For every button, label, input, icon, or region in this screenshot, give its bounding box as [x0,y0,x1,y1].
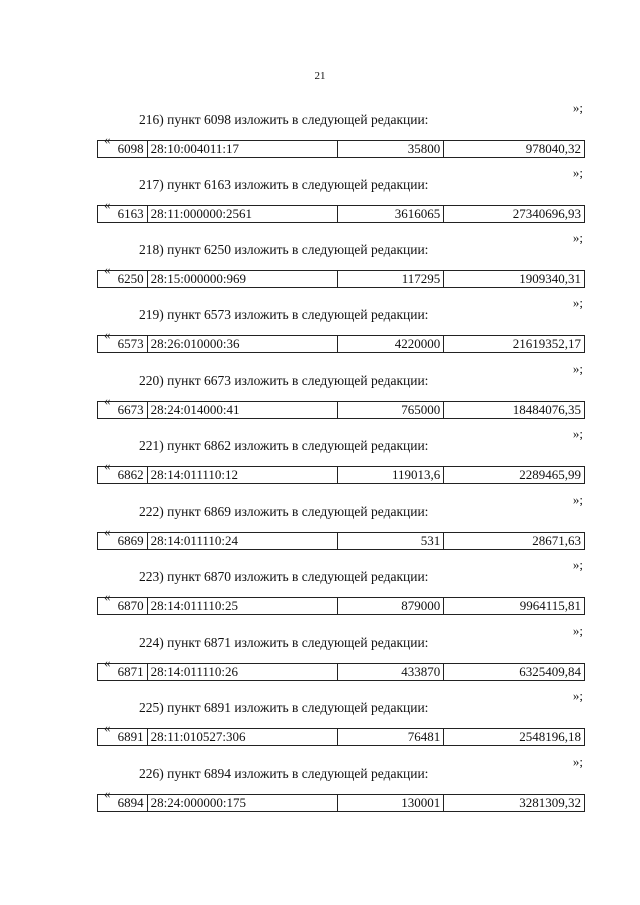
amendment-heading: 218) пункт 6250 изложить в следующей редакции: [139,242,429,257]
area-cell: 4220000 [337,336,443,353]
cadastral-number-cell: 28:15:000000:969 [147,271,337,288]
item-number-cell: 6862 [98,467,148,484]
closing-quote: »; [572,557,583,572]
amendment-block [0,557,640,634]
cadastral-number-cell: 28:24:014000:41 [147,402,337,419]
table-row [98,141,585,158]
opening-quote: « [104,786,111,801]
record-table [97,663,585,681]
cadastral-value-cell: 978040,32 [444,141,585,158]
cadastral-value-cell: 21619352,17 [444,336,585,353]
amendment-heading: 221) пункт 6862 изложить в следующей редакции: [139,438,429,453]
closing-quote: »; [572,165,583,180]
opening-quote: « [104,262,111,277]
amendment-block [0,688,640,765]
cadastral-number-cell: 28:14:011110:25 [147,598,337,615]
closing-quote: »; [572,754,583,769]
cadastral-number-cell: 28:14:011110:26 [147,664,337,681]
cadastral-value-cell: 1909340,31 [444,271,585,288]
area-cell: 433870 [337,664,443,681]
opening-quote: « [104,393,111,408]
amendment-heading: 224) пункт 6871 изложить в следующей редакции: [139,635,429,650]
opening-quote: « [104,589,111,604]
amendment-block [0,100,640,177]
item-number-cell: 6573 [98,336,148,353]
record-table [97,597,585,615]
record-table [97,794,585,812]
cadastral-number-cell: 28:11:010527:306 [147,729,337,746]
amendment-heading: 220) пункт 6673 изложить в следующей редакции: [139,373,429,388]
opening-quote: « [104,132,111,147]
item-number-cell: 6163 [98,206,148,223]
amendment-block [0,295,640,372]
item-number-cell: 6871 [98,664,148,681]
amendment-heading: 226) пункт 6894 изложить в следующей редакции: [139,766,429,781]
area-cell: 879000 [337,598,443,615]
cadastral-value-cell: 2548196,18 [444,729,585,746]
opening-quote: « [104,327,111,342]
amendment-block [0,165,640,242]
amendment-heading: 216) пункт 6098 изложить в следующей редакции: [139,112,429,127]
amendment-heading: 222) пункт 6869 изложить в следующей редакции: [139,504,429,519]
table-row [98,336,585,353]
amendment-block [0,492,640,569]
opening-quote: « [104,524,111,539]
table-row [98,467,585,484]
table-row [98,533,585,550]
amendment-heading: 219) пункт 6573 изложить в следующей редакции: [139,307,429,322]
closing-quote: »; [572,295,583,310]
closing-quote: »; [572,230,583,245]
amendment-block [0,754,640,831]
item-number-cell: 6869 [98,533,148,550]
cadastral-number-cell: 28:14:011110:12 [147,467,337,484]
item-number-cell: 6250 [98,271,148,288]
item-number-cell: 6673 [98,402,148,419]
opening-quote: « [104,197,111,212]
amendment-block [0,361,640,438]
table-row [98,729,585,746]
area-cell: 76481 [337,729,443,746]
amendment-block [0,623,640,700]
table-row [98,402,585,419]
record-table [97,466,585,484]
cadastral-number-cell: 28:10:004011:17 [147,141,337,158]
cadastral-number-cell: 28:26:010000:36 [147,336,337,353]
table-row [98,598,585,615]
record-table [97,270,585,288]
record-table [97,532,585,550]
area-cell: 531 [337,533,443,550]
cadastral-value-cell: 6325409,84 [444,664,585,681]
cadastral-number-cell: 28:14:011110:24 [147,533,337,550]
opening-quote: « [104,655,111,670]
amendment-heading: 223) пункт 6870 изложить в следующей редакции: [139,569,429,584]
table-row [98,206,585,223]
cadastral-value-cell: 18484076,35 [444,402,585,419]
closing-quote: »; [572,361,583,376]
item-number-cell: 6891 [98,729,148,746]
closing-quote: »; [572,623,583,638]
area-cell: 117295 [337,271,443,288]
record-table [97,140,585,158]
table-row [98,271,585,288]
area-cell: 3616065 [337,206,443,223]
record-table [97,335,585,353]
amendment-block [0,426,640,503]
amendment-block [0,230,640,307]
opening-quote: « [104,720,111,735]
closing-quote: »; [572,100,583,115]
area-cell: 130001 [337,795,443,812]
amendment-heading: 217) пункт 6163 изложить в следующей редакции: [139,177,429,192]
opening-quote: « [104,458,111,473]
area-cell: 35800 [337,141,443,158]
record-table [97,728,585,746]
amendment-heading: 225) пункт 6891 изложить в следующей редакции: [139,700,429,715]
cadastral-value-cell: 2289465,99 [444,467,585,484]
cadastral-value-cell: 27340696,93 [444,206,585,223]
cadastral-value-cell: 28671,63 [444,533,585,550]
item-number-cell: 6098 [98,141,148,158]
area-cell: 765000 [337,402,443,419]
closing-quote: »; [572,688,583,703]
cadastral-number-cell: 28:11:000000:2561 [147,206,337,223]
cadastral-number-cell: 28:24:000000:175 [147,795,337,812]
item-number-cell: 6870 [98,598,148,615]
record-table [97,401,585,419]
closing-quote: »; [572,492,583,507]
page-number: 21 [314,70,326,82]
item-number-cell: 6894 [98,795,148,812]
table-row [98,664,585,681]
table-row [98,795,585,812]
closing-quote: »; [572,426,583,441]
record-table [97,205,585,223]
cadastral-value-cell: 3281309,32 [444,795,585,812]
cadastral-value-cell: 9964115,81 [444,598,585,615]
area-cell: 119013,6 [337,467,443,484]
